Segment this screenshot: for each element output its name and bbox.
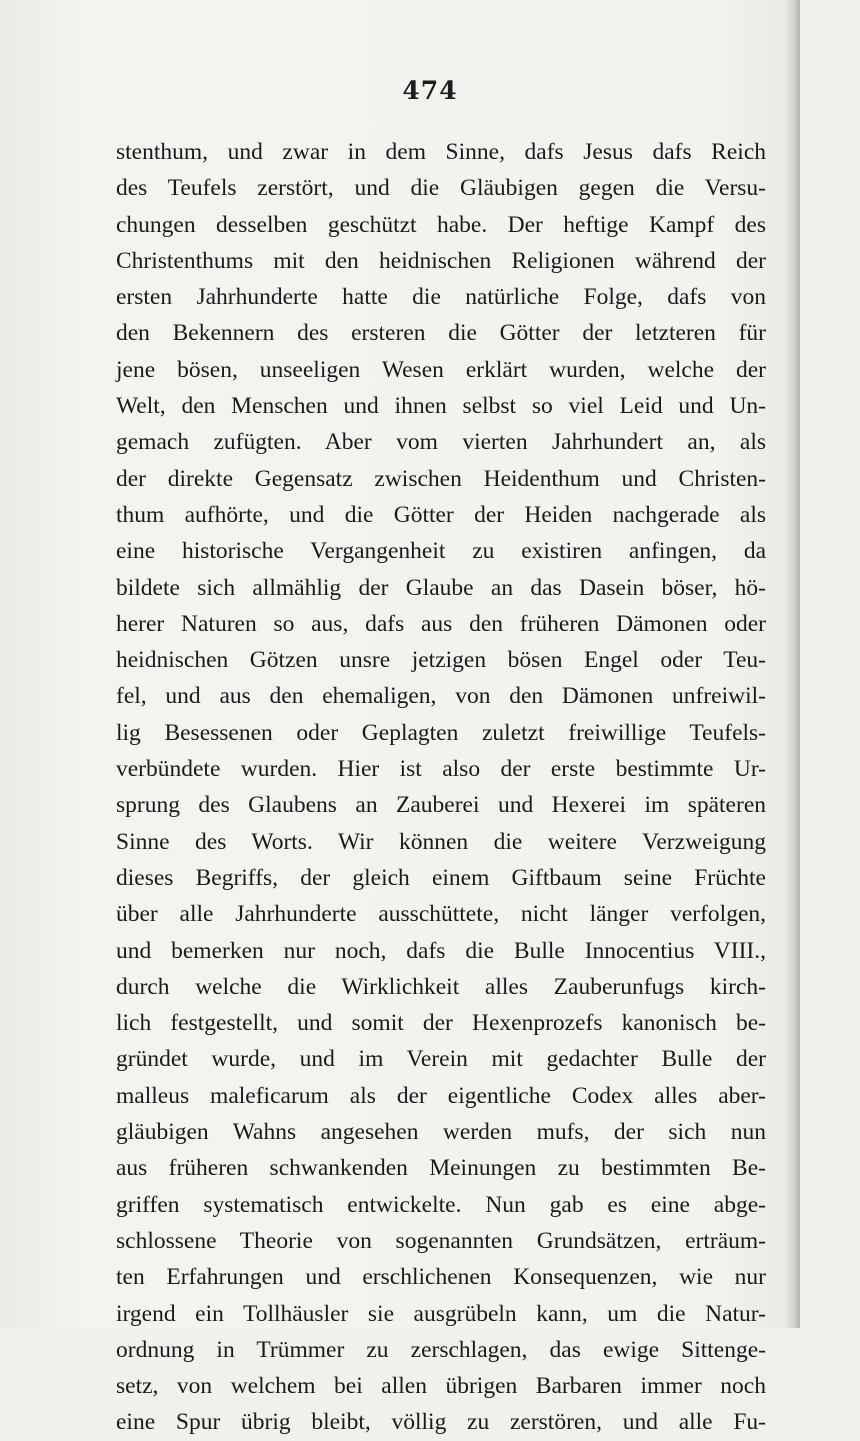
text-line: schlossene Theorie von sogenannten Grundsätzen, erträum- <box>116 1227 766 1254</box>
text-line: über alle Jahrhunderte ausschüttete, nicht länger verfolgen, <box>116 901 766 928</box>
text-line: gemach zufügten. Aber vom vierten Jahrhundert an, als <box>116 429 766 456</box>
text-line: ten Erfahrungen und erschlichenen Konsequenzen, wie nur <box>116 1264 766 1291</box>
text-line: des Teufels zerstört, und die Gläubigen gegen die Versu- <box>116 175 766 202</box>
text-line: thum aufhörte, und die Götter der Heiden nachgerade als <box>116 501 766 528</box>
text-line: ersten Jahrhunderte hatte die natürliche Folge, dafs von <box>116 284 766 311</box>
body-text <box>116 134 766 1441</box>
text-line: griffen systematisch entwickelte. Nun gab es eine abge- <box>116 1191 766 1218</box>
text-line: fel, und aus den ehemaligen, von den Dämonen unfreiwil- <box>116 683 766 710</box>
text-line: lich festgestellt, und somit der Hexenprozefs kanonisch be- <box>116 1010 766 1037</box>
text-line: der direkte Gegensatz zwischen Heidenthum und Christen- <box>116 465 766 492</box>
text-line: stenthum, und zwar in dem Sinne, dafs Jesus dafs Reich <box>116 139 766 165</box>
text-line: malleus maleficarum als der eigentliche Codex alles aber- <box>116 1082 766 1109</box>
text-line: sprung des Glaubens an Zauberei und Hexerei im späteren <box>116 792 766 819</box>
page-edge-shadow <box>786 0 800 1328</box>
text-line: herer Naturen so aus, dafs aus den früheren Dämonen oder <box>116 610 766 637</box>
text-line: gläubigen Wahns angesehen werden mufs, der sich nun <box>116 1119 766 1146</box>
text-line: Sinne des Worts. Wir können die weitere Verzweigung <box>116 828 766 855</box>
text-line: bildete sich allmählig der Glaube an das Dasein böser, hö- <box>116 574 766 601</box>
text-line: verbündete wurden. Hier ist also der erste bestimmte Ur- <box>116 756 766 783</box>
text-line: durch welche die Wirklichkeit alles Zauberunfugs kirch- <box>116 973 766 1000</box>
text-line: den Bekennern des ersteren die Götter der letzteren für <box>116 320 766 347</box>
page-number: 474 <box>402 76 458 105</box>
text-line: und bemerken nur noch, dafs die Bulle Innocentius VIII., <box>116 937 766 964</box>
text-line: gründet wurde, und im Verein mit gedachter Bulle der <box>116 1046 766 1073</box>
text-line: aus früheren schwankenden Meinungen zu bestimmten Be- <box>116 1155 766 1182</box>
text-line: jene bösen, unseeligen Wesen erklärt wurden, welche der <box>116 356 766 383</box>
text-line: ordnung in Trümmer zu zerschlagen, das ewige Sittenge- <box>116 1336 766 1363</box>
text-line: Welt, den Menschen und ihnen selbst so viel Leid und Un- <box>116 393 766 420</box>
text-line: dieses Begriffs, der gleich einem Giftbaum seine Früchte <box>116 864 766 891</box>
text-line: lig Besessenen oder Geplagten zuletzt freiwillige Teufels- <box>116 719 766 746</box>
text-line: setz, von welchem bei allen übrigen Barbaren immer noch <box>116 1373 766 1400</box>
text-line: eine historische Vergangenheit zu existiren anfingen, da <box>116 538 766 565</box>
text-line: eine Spur übrig bleibt, völlig zu zerstören, und alle Fu- <box>116 1409 766 1436</box>
text-line: Christenthums mit den heidnischen Religionen während der <box>116 247 766 274</box>
text-line: irgend ein Tollhäusler sie ausgrübeln kann, um die Natur- <box>116 1300 766 1327</box>
text-line: chungen desselben geschützt habe. Der heftige Kampf des <box>116 211 766 238</box>
text-line: heidnischen Götzen unsre jetzigen bösen Engel oder Teu- <box>116 647 766 674</box>
